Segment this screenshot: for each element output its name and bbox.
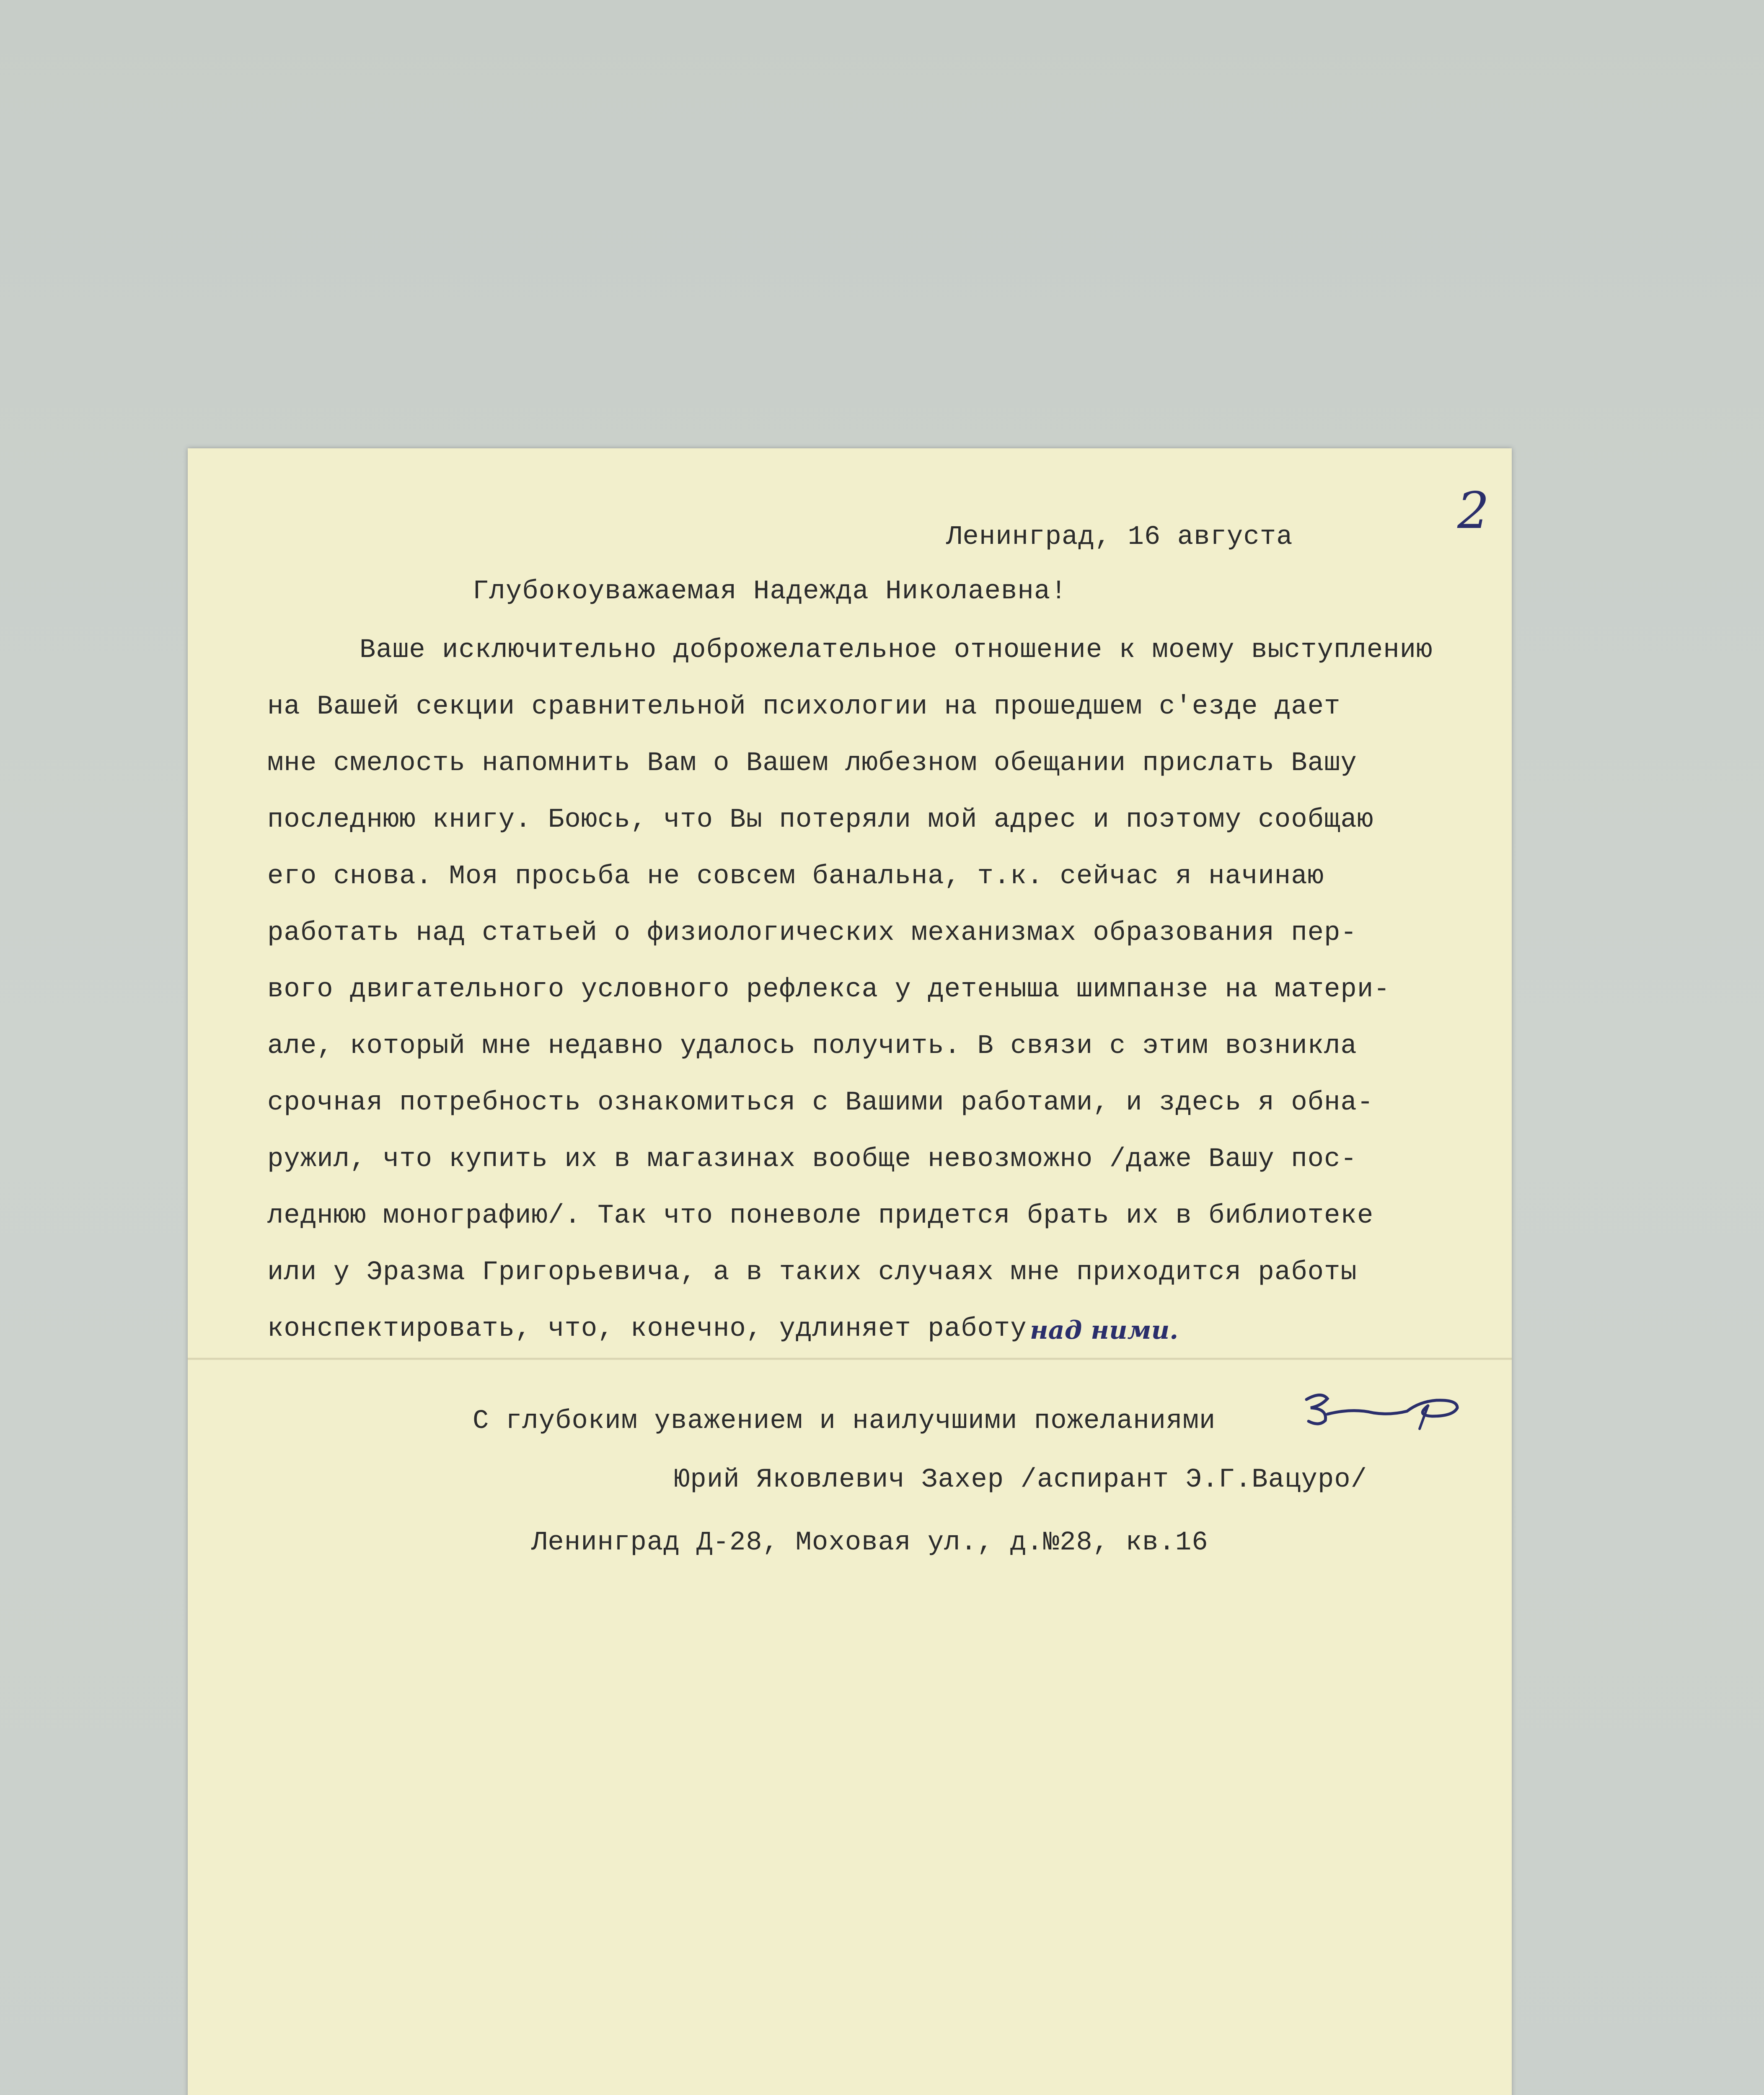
body-line: срочная потребность ознакомиться с Вашими работами, и здесь я обна-: [267, 1088, 1374, 1118]
signature-line: Юрий Яковлевич Захер /аспирант Э.Г.Вацуро/: [674, 1465, 1368, 1495]
body-line: его снова. Моя просьба не совсем банальна, т.к. сейчас я начинаю: [267, 861, 1324, 892]
letter-page: [188, 448, 1512, 2095]
body-line: ружил, что купить их в магазинах вообще невозможно /даже Вашу пос-: [267, 1144, 1357, 1174]
body-line: вого двигательного условного рефлекса у детеныша шимпанзе на матери-: [267, 975, 1390, 1005]
body-line: конспектировать, что, конечно, удлиняет работу: [267, 1314, 1027, 1344]
handwritten-signature: [1302, 1383, 1470, 1433]
closing-line: С глубоким уважением и наилучшими пожеланиями: [473, 1406, 1216, 1436]
body-line: или у Эразма Григорьевича, а в таких случаях мне приходится работы: [267, 1257, 1357, 1288]
salutation: Глубокоуважаемая Надежда Николаевна!: [473, 577, 1067, 607]
body-line: мне смелость напомнить Вам о Вашем любезном обещании прислать Вашу: [267, 748, 1357, 779]
body-line: леднюю монографию/. Так что поневоле придется брать их в библиотеке: [267, 1201, 1374, 1231]
date-line: Ленинград, 16 августа: [946, 522, 1293, 552]
paper-fold-crease: [188, 1358, 1512, 1360]
body-line: работать над статьей о физиологических механизмах образования пер-: [267, 918, 1357, 948]
body-line: на Вашей секции сравнительной психологии на прошедшем с'езде дает: [267, 692, 1341, 722]
handwritten-insert: над ними.: [1030, 1316, 1179, 1345]
body-line: последнюю книгу. Боюсь, что Вы потеряли мой адрес и поэтому сообщаю: [267, 805, 1374, 835]
address-line: Ленинград Д-28, Моховая ул., д.№28, кв.16: [531, 1528, 1208, 1558]
body-line: але, который мне недавно удалось получить. В связи с этим возникла: [267, 1031, 1357, 1061]
body-line: Ваше исключительно доброжелательное отношение к моему выступлению: [360, 635, 1433, 665]
page-number: 2: [1457, 482, 1490, 540]
